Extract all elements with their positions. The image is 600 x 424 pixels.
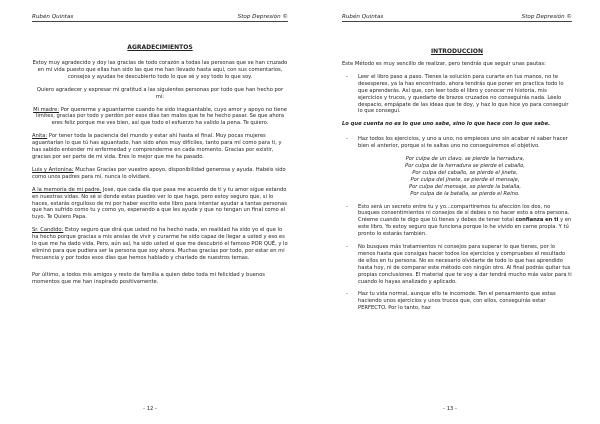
- paragraph: Quiero agradecer y expresar mi gratitud a las siguientes personas por todo que han hecho por mí:: [36, 86, 284, 100]
- list-item: [342, 244, 572, 285]
- paragraph-father: [32, 187, 288, 222]
- paragraph-luis-antonina: [32, 167, 288, 181]
- poem-line: Por culpa del jinete, se pierde el mensaje,: [410, 176, 520, 183]
- header-book-title: Stop Depresión ©: [521, 14, 572, 20]
- list-item-text: Haz tu vida normal, aunque ello te incomode. Ten el pensamiento que estas haciendo unos ejercicios y unos trucos que, con ellos, conseguirás estar PERFECTO. Por lo tanto, haz: [358, 291, 556, 312]
- text-run: Esto será un secreto entre tu y yo...compartiremos tu afección los dos, no busques consentimientos ni consejos de sí debes o no hacer esto a otra persona. Créeme cuando te digo que tú tienes y debes de tener total: [358, 203, 570, 224]
- bullet-dash: -: [346, 136, 348, 143]
- poem-line: Por culpa del mensaje, se pierde la batalla,: [408, 183, 522, 190]
- list-item-text: [358, 204, 572, 239]
- paragraph-candido: [32, 227, 288, 262]
- intro-paragraph: Este Método es muy sencillo de realizar, pero tendrás que seguir unas pautas:: [342, 61, 546, 67]
- bullet-dash: -: [346, 73, 348, 80]
- section-title: AGRADECIMIENTOS: [127, 44, 193, 51]
- header-author: Rubén Quintas: [342, 14, 384, 20]
- bullet-dash: -: [346, 244, 348, 251]
- paragraph-text: Por tener toda la paciencia del mundo y estar ahí hasta el final. Muy pocas mujeres aguantarían lo que tú has aguantado, han sido años muy difíciles, tanto para mí como para ti, y has sabido entender mi enfermedad y comprenderme en cada momento. Gracias por existir, gracias por ser parte de mi vida. Eres lo mejor que me ha pasado.: [32, 133, 282, 160]
- emphasis-quote: Lo que cuenta no es lo que uno sabe, sino lo que hace con lo que sabe.: [342, 121, 551, 128]
- person-name: Sr. Candido:: [32, 227, 64, 234]
- list-item: [342, 74, 572, 115]
- person-name: Mi madre:: [33, 106, 60, 113]
- paragraph-text: Por quererme y aguantarme cuando he sido inaguantable, cuyo amor y apoyo no tiene límites, gracias por todo y perdón por esos días tan malos que te he hecho pasar. Se que ahora eres feliz porque me ves bien, así que todo el esfuerzo ha valido la pena. Te quiero.: [35, 106, 287, 127]
- paragraph-anita: [32, 133, 288, 161]
- paragraph-text: Muchas Gracias por vuestro apoyo, disponibilidad generosa y ayuda. Habéis sido como unos padres para mí, nunca lo olvidaré.: [32, 166, 286, 180]
- page-number: - 13 -: [443, 406, 457, 412]
- page-header: [342, 14, 572, 22]
- poem-line: Por culpa del caballo, se pierde el jinete,: [412, 169, 518, 176]
- poem-line: Por culpa de la batalla, se pierde el Reino.: [410, 190, 520, 197]
- header-author: Rubén Quintas: [32, 14, 74, 20]
- list-item-text: No busques más tratamientos ni consejos para superar lo que tienes, por lo menos hasta que consigas hacer todos los ejercicios y compruebes el resultado de ellos en tu persona. No es necesario olvidarte de todo lo que has aprendido hasta hoy, ni de comparar este método con ningún otro. Al final podrás quitar tus propias conclusiones. El material que te voy a dar tendrá mucho más valor para ti cuando lo hayas analizado y aplicado.: [358, 244, 572, 285]
- paragraph-mother: [32, 107, 288, 128]
- paragraph: Estoy muy agradecido y doy las gracias de todo corazón a todas las personas que se han cruzado en mi vida puesto que ellas han sido las que me han llevado hasta aquí, con sus comentarios, consejos y ayudas he descubierto todo lo que sé y soy todo lo que soy.: [32, 60, 288, 80]
- page-number: - 12 -: [143, 406, 157, 412]
- list-item: [342, 291, 572, 312]
- paragraph-text: Estoy seguro que dirá que usted no ha hecho nada, en realidad ha sido yo el que lo ha hecho porque gracias a mis ansias de vivir y curarme he sido capaz de llegar a usted y eso es lo que me ha dado vida. Pero, aún así, ha sido usted el que me descubrió el famoso POR QUÉ, y lo eliminó para que pudiera ser la persona que soy ahora. Muchas gracias por todo, por estar en mi frecuencia y por todos esos días que hemos hablado y charlado de nuestros temas.: [32, 227, 288, 261]
- person-name: A la memoria de mi padre.: [32, 186, 102, 193]
- paragraph-text: José, que cada día que pasa me acuerdo de ti y tu amor sigue estando en nuestras vidas. No sé si donde estas puedes ver lo que hago, pero estoy seguro que, si lo haces, estarás orgulloso de mi por haber escrito este libro para intentar ayudar a tantas personas que han sufrido como tu y como yo, esperando a que les ayude y que no tengan un final como el tuyo. Te Quiero Papa.: [32, 186, 287, 221]
- poem: [358, 156, 572, 197]
- bullet-dash: -: [346, 291, 348, 298]
- list-item: [342, 204, 572, 239]
- list-item: [342, 136, 572, 150]
- bold-text: confianza en ti: [515, 217, 559, 224]
- section-title: INTRODUCCION: [430, 48, 484, 55]
- list-item-text: Haz todos los ejercicios, y uno a uno, no empieces uno sin acabar ni saber hacer bien el anterior, porque si te saltas uno no conseguiremos el objetivo.: [358, 136, 568, 150]
- paragraph: Por último, a todos mis amigos y resto de familia a quien debo toda mi felicidad y buenos momentos que me han inspirado positivamente.: [32, 271, 265, 285]
- bullet-dash: -: [346, 203, 348, 210]
- list-item-text: Leer el libro paso a paso. Tienes la solución para curarte en tus manos, no te desesperes, ya la has encontrado, ahora tendrás que poner en practica todo lo que aprenderás. Así que, con leer todo el libro y conocer mi historia, mis ejercicios y trucos, y quedarte de brazos cruzados no conseguirás nada. Léelo despacio, empápate de las ideas que te doy, y haz lo que hice yo para conseguir lo que conseguí.: [358, 73, 569, 115]
- header-book-title: Stop Depresión ©: [237, 14, 288, 20]
- right-page: [300, 0, 600, 424]
- person-name: Luis y Antonina:: [32, 166, 74, 173]
- text-run: y en este libro. Yo estoy seguro que funciona porque lo he vivido en carne propia. Y tú pronto lo estarás también.: [358, 217, 572, 238]
- person-name: Anita:: [32, 133, 48, 140]
- poem-line: Por culpa de un clavo, se pierde la herradura,: [405, 156, 525, 163]
- page-header: [32, 14, 288, 22]
- poem-line: Por culpa de la herradura se pierde el caballo,: [405, 162, 525, 169]
